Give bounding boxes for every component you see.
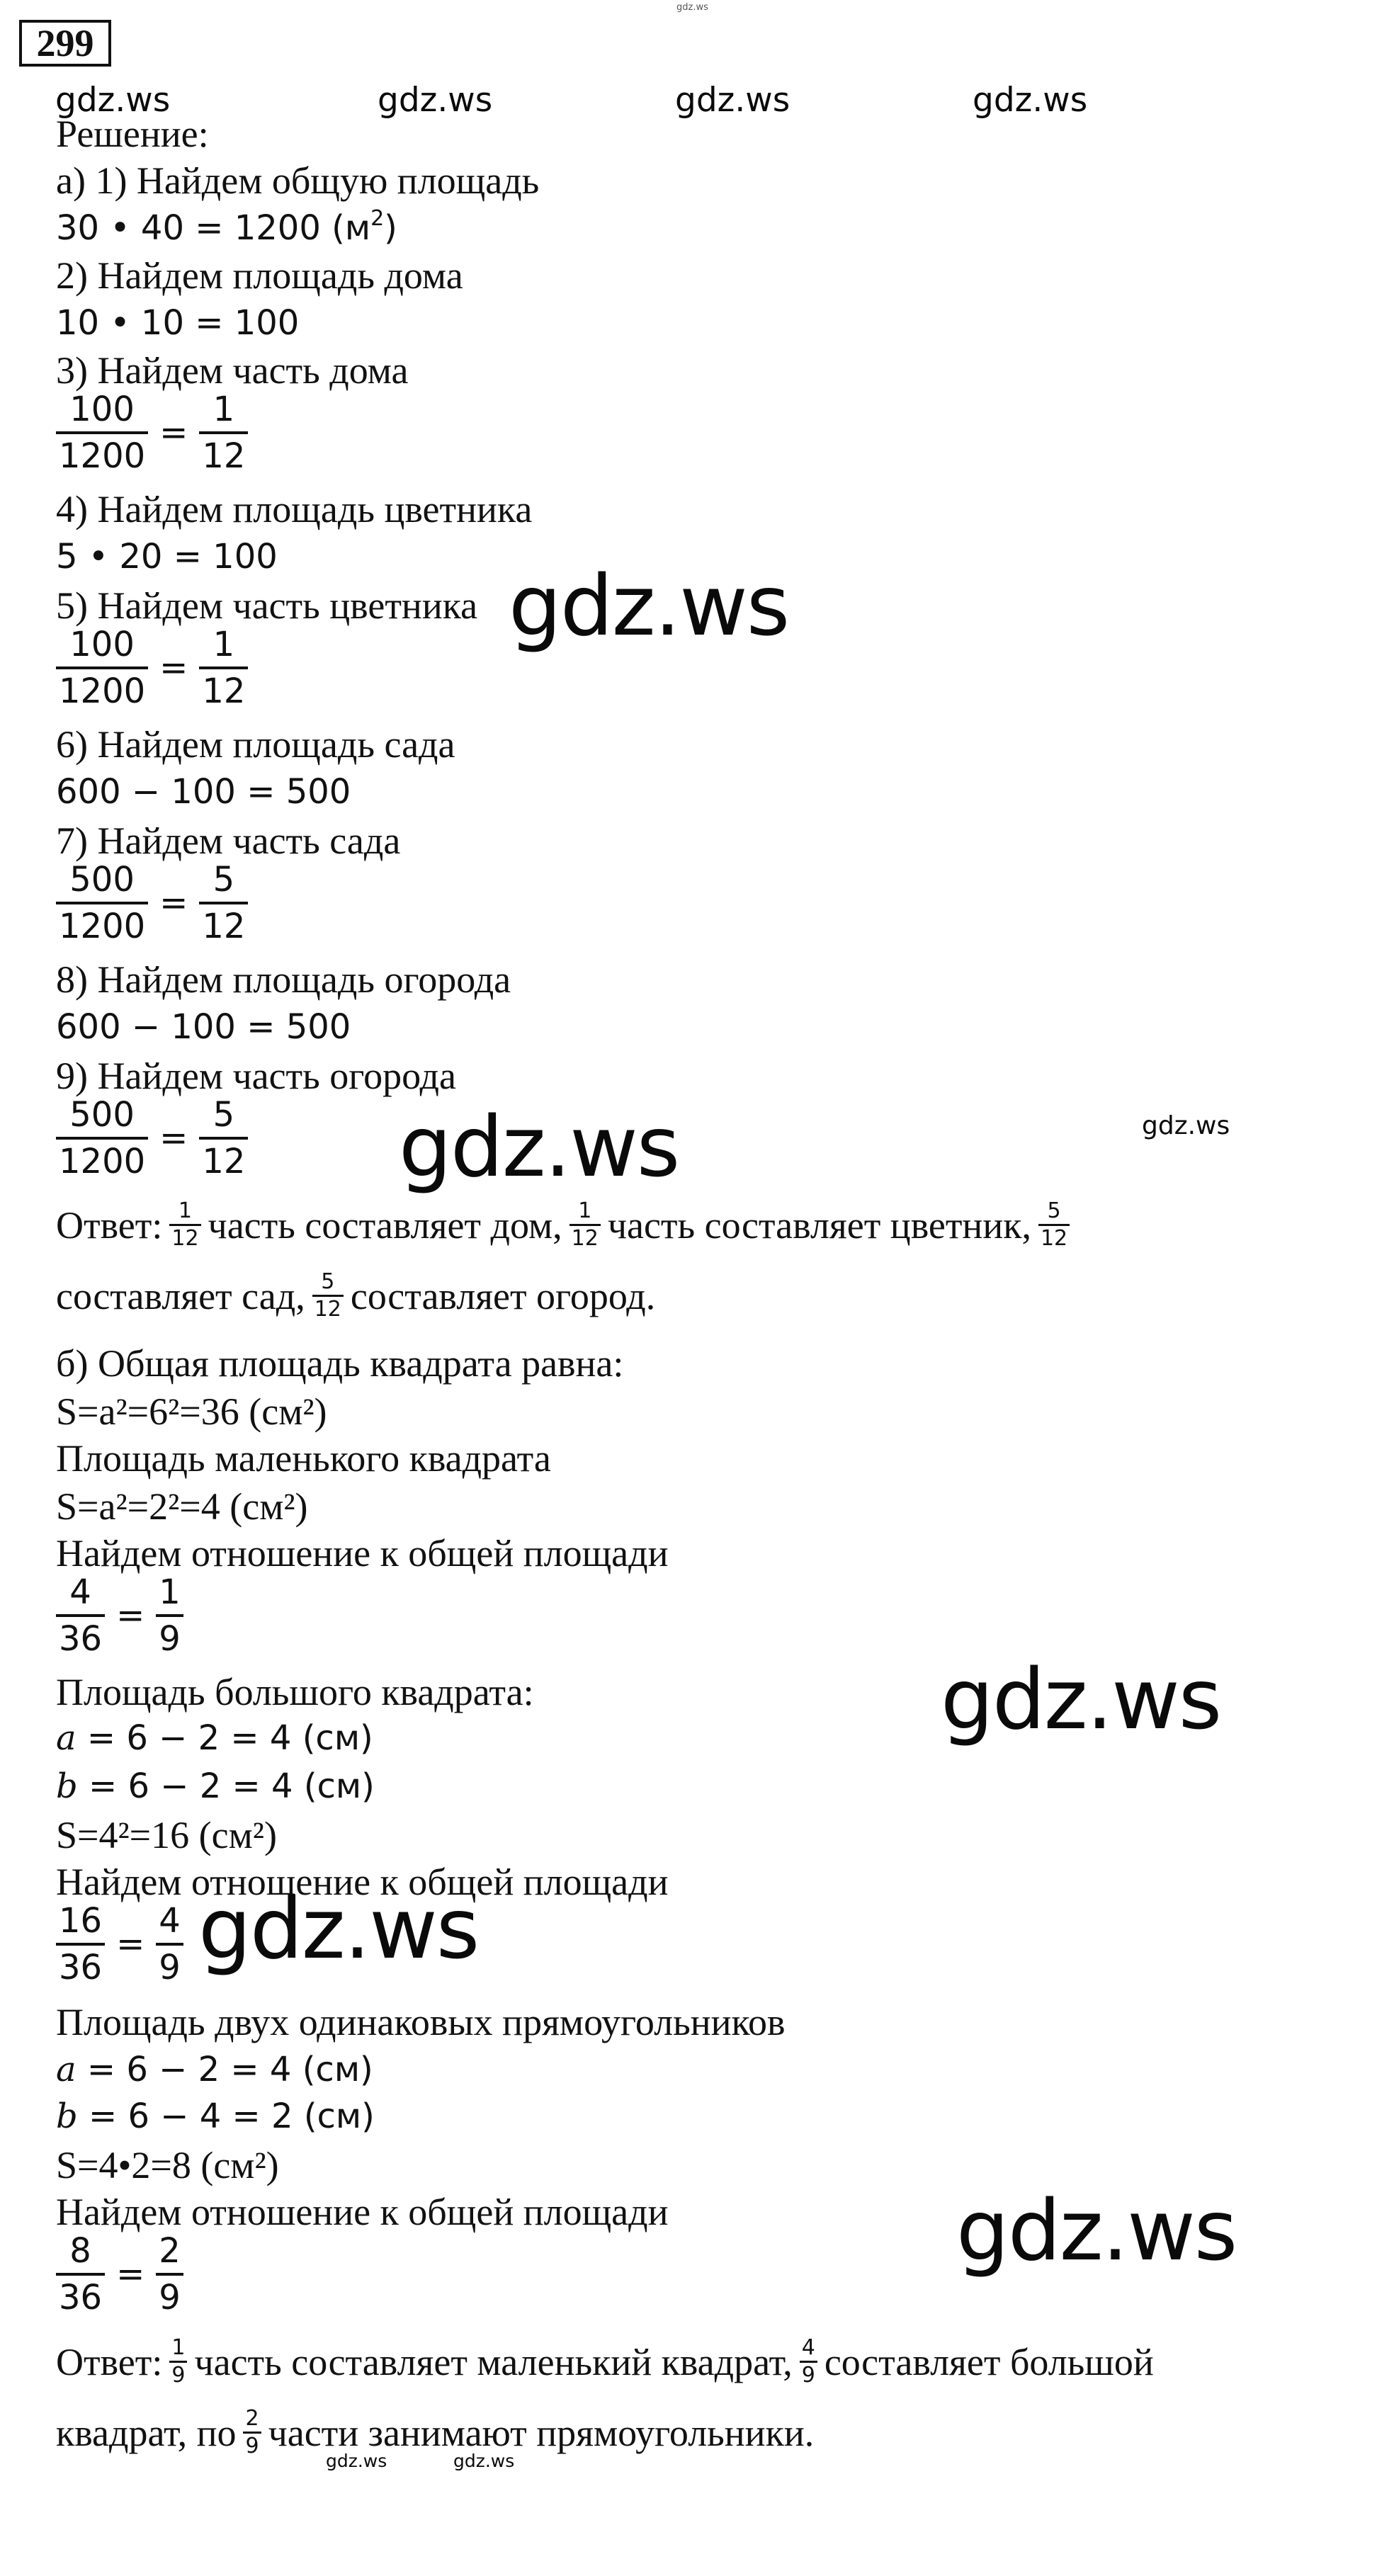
step-a9-text: 9) Найдем часть огорода — [56, 1055, 456, 1097]
watermark: gdz.ws — [453, 2451, 515, 2471]
fraction-equation: $\frac{16}{36}$ = $\frac{4}{9}$ — [56, 1904, 183, 1985]
step-b2-text: Площадь маленького квадрата — [56, 1437, 551, 1480]
step-a4-text: 4) Найдем площадь цветника — [56, 488, 533, 530]
step-b6-area: S=4•2=8 (см²) — [56, 2144, 279, 2186]
fraction-equation: $\frac{500}{1200}$ = $\frac{5}{12}$ — [56, 1098, 248, 1179]
step-a5-text: 5) Найдем часть цветника — [56, 584, 478, 627]
step-b6-text: Площадь двух одинаковых прямоугольников — [56, 2001, 786, 2043]
watermark: gdz.ws — [326, 2451, 387, 2471]
fraction-equation: $\frac{100}{1200}$ = $\frac{1}{12}$ — [56, 628, 248, 708]
step-a6-text: 6) Найдем площадь сада — [56, 723, 455, 766]
solution-heading: Решение: — [56, 113, 209, 155]
step-b4-b: b = 6 − 2 = 4 (см) — [56, 1766, 375, 1806]
answer-b-line1: Ответ: 1 9 часть составляет маленький квадрат, 4 9 составляет большой — [56, 2335, 1154, 2388]
step-b7-text: Найдем отношение к общей площади — [56, 2191, 669, 2233]
step-a1-calc: 30 • 40 = 1200 $(м^2)$ — [56, 206, 397, 248]
step-a8-calc: 600 − 100 = 500 — [56, 1007, 351, 1047]
watermark-large: gdz.ws — [956, 2181, 1237, 2279]
answer-b-line2: квадрат, по 2 9 части занимают прямоугольники. — [56, 2406, 815, 2458]
fraction-equation: $\frac{500}{1200}$ = $\frac{5}{12}$ — [56, 863, 248, 943]
watermark: gdz.ws — [55, 81, 171, 120]
watermark-micro: gdz.ws — [676, 2, 708, 13]
watermark: gdz.ws — [675, 81, 790, 120]
fraction-equation: $\frac{100}{1200}$ = $\frac{1}{12}$ — [56, 392, 248, 473]
step-b6-b: b = 6 − 4 = 2 (см) — [56, 2096, 375, 2136]
fraction-equation: $\frac{8}{36}$ = $\frac{2}{9}$ — [56, 2234, 183, 2315]
step-a4-calc: 5 • 20 = 100 — [56, 537, 278, 577]
task-number-box: 299 — [19, 20, 111, 67]
watermark: gdz.ws — [973, 81, 1088, 120]
step-b2-calc: S=a²=2²=4 (см²) — [56, 1485, 308, 1528]
watermark: gdz.ws — [378, 81, 493, 120]
step-a3-text: 3) Найдем часть дома — [56, 349, 409, 392]
watermark: gdz.ws — [1142, 1111, 1230, 1140]
step-b5-text: Найдем отношение к общей площади — [56, 1861, 669, 1903]
watermark-large: gdz.ws — [509, 557, 789, 654]
step-a7-text: 7) Найдем часть сада — [56, 819, 401, 862]
step-b4-a: a = 6 − 2 = 4 (см) — [56, 1718, 373, 1758]
step-b6-a: a = 6 − 2 = 4 (см) — [56, 2050, 373, 2089]
step-a8-text: 8) Найдем площадь огорода — [56, 958, 511, 1001]
step-b1-calc: S=a²=6²=36 (см²) — [56, 1390, 327, 1433]
answer-a-line2: составляет сад, 5 12 составляет огород. — [56, 1269, 656, 1322]
step-b4-text: Площадь большого квадрата: — [56, 1671, 534, 1713]
step-b4-area: S=4²=16 (см²) — [56, 1814, 277, 1856]
watermark-large: gdz.ws — [941, 1650, 1221, 1748]
watermark-large: gdz.ws — [198, 1880, 479, 1978]
step-a2-calc: 10 • 10 = 100 — [56, 303, 300, 343]
fraction-equation: $\frac{4}{36}$ = $\frac{1}{9}$ — [56, 1575, 183, 1656]
step-b1-text: б) Общая площадь квадрата равна: — [56, 1342, 624, 1385]
watermark-large: gdz.ws — [399, 1098, 679, 1196]
step-a2-text: 2) Найдем площадь дома — [56, 254, 463, 297]
answer-a-line1: Ответ: 1 12 часть составляет дом, 1 12 часть составляет цветник, 5 12 — [56, 1201, 1077, 1249]
step-a6-calc: 600 − 100 = 500 — [56, 772, 351, 812]
step-b3-text: Найдем отношение к общей площади — [56, 1532, 669, 1574]
step-a1-text: а) 1) Найдем общую площадь — [56, 159, 540, 202]
